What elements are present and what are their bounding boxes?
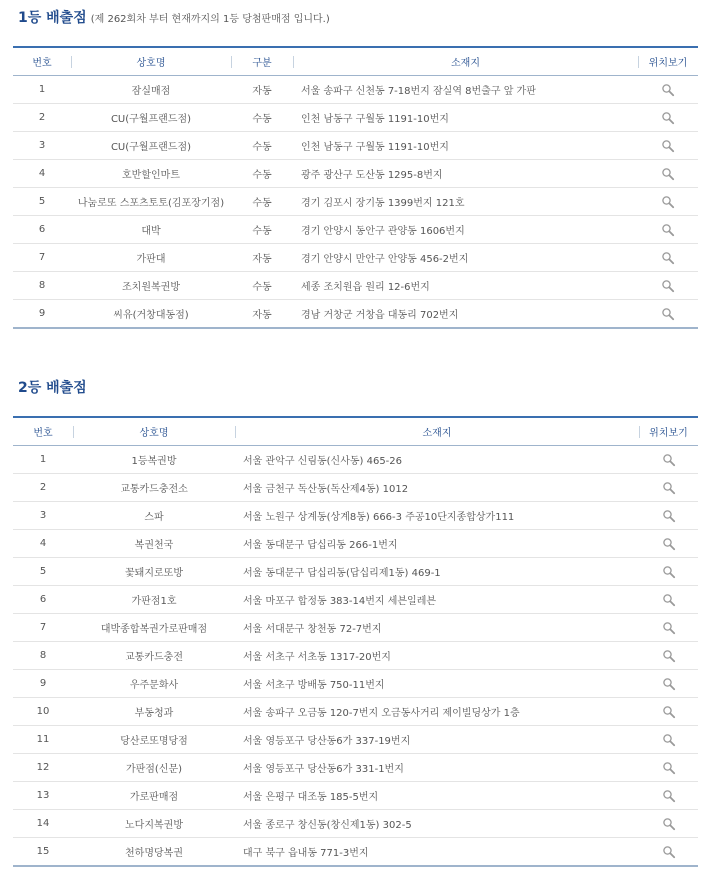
table-row bbox=[13, 300, 698, 329]
table-row bbox=[13, 244, 698, 272]
cell-store-name: 부동청과 bbox=[73, 698, 235, 726]
second-prize-table bbox=[13, 416, 698, 867]
cell-store-name: 나눔로또 스포츠토토(김포장기점) bbox=[71, 188, 231, 216]
cell-type: 수동 bbox=[231, 216, 293, 244]
cell-address: 서울 동대문구 답십리동(답십리제1동) 469-1 bbox=[235, 558, 639, 586]
cell-address: 경남 거창군 거창읍 대동리 702번지 bbox=[293, 300, 638, 329]
location-cell bbox=[639, 838, 698, 867]
cell-store-name: 가판점(신문) bbox=[73, 754, 235, 782]
location-cell bbox=[638, 244, 698, 272]
table-row bbox=[13, 530, 698, 558]
table-row bbox=[13, 76, 698, 104]
cell-type: 수동 bbox=[231, 132, 293, 160]
cell-number: 5 bbox=[13, 558, 73, 586]
cell-number: 7 bbox=[13, 244, 71, 272]
cell-store-name: 교통카드충전 bbox=[73, 642, 235, 670]
location-cell bbox=[639, 782, 698, 810]
table-row bbox=[13, 670, 698, 698]
cell-number: 1 bbox=[13, 446, 73, 474]
magnifier-icon[interactable] bbox=[662, 705, 676, 719]
cell-number: 12 bbox=[13, 754, 73, 782]
location-cell bbox=[639, 754, 698, 782]
header-type: 구분 bbox=[231, 47, 293, 76]
header-address: 소재지 bbox=[235, 417, 639, 446]
magnifier-icon[interactable] bbox=[662, 537, 676, 551]
cell-number: 8 bbox=[13, 272, 71, 300]
second-prize-title: 2등 배출점 bbox=[18, 380, 87, 396]
first-prize-table bbox=[13, 46, 698, 329]
location-cell bbox=[639, 586, 698, 614]
cell-store-name: 호반할인마트 bbox=[71, 160, 231, 188]
cell-number: 9 bbox=[13, 300, 71, 329]
cell-type: 수동 bbox=[231, 188, 293, 216]
cell-address: 서울 송파구 오금동 120-7번지 오금동사거리 제이빌딩상가 1층 bbox=[235, 698, 639, 726]
cell-address: 서울 송파구 신천동 7-18번지 잠실역 8번출구 앞 가판 bbox=[293, 76, 638, 104]
cell-store-name: 가판점1호 bbox=[73, 586, 235, 614]
magnifier-icon[interactable] bbox=[661, 139, 675, 153]
cell-store-name: 1등복권방 bbox=[73, 446, 235, 474]
cell-number: 15 bbox=[13, 838, 73, 867]
header-store-name: 상호명 bbox=[73, 417, 235, 446]
cell-store-name: 당산로또명당점 bbox=[73, 726, 235, 754]
table-row bbox=[13, 446, 698, 474]
cell-store-name: 잠실매점 bbox=[71, 76, 231, 104]
first-prize-note: (제 262회차 부터 현재까지의 1등 당첨판매점 입니다.) bbox=[90, 14, 330, 25]
table-row bbox=[13, 188, 698, 216]
cell-store-name: 노다지복권방 bbox=[73, 810, 235, 838]
cell-number: 5 bbox=[13, 188, 71, 216]
cell-store-name: 대박종합복권가로판매점 bbox=[73, 614, 235, 642]
header-address: 소재지 bbox=[293, 47, 638, 76]
location-cell bbox=[639, 530, 698, 558]
cell-store-name: 대박 bbox=[71, 216, 231, 244]
header-store-name: 상호명 bbox=[71, 47, 231, 76]
cell-type: 수동 bbox=[231, 104, 293, 132]
location-cell bbox=[639, 502, 698, 530]
first-prize-heading: 1등 배출점 bbox=[18, 10, 87, 26]
table-row bbox=[13, 272, 698, 300]
table-header-row bbox=[13, 47, 698, 76]
magnifier-icon[interactable] bbox=[662, 593, 676, 607]
table-row bbox=[13, 782, 698, 810]
location-cell bbox=[638, 160, 698, 188]
cell-address: 서울 영등포구 당산동6가 337-19번지 bbox=[235, 726, 639, 754]
cell-number: 9 bbox=[13, 670, 73, 698]
magnifier-icon[interactable] bbox=[661, 195, 675, 209]
cell-number: 14 bbox=[13, 810, 73, 838]
header-location: 위치보기 bbox=[639, 417, 698, 446]
cell-address: 세종 조치원읍 원리 12-6번지 bbox=[293, 272, 638, 300]
cell-address: 서울 서초구 방배동 750-11번지 bbox=[235, 670, 639, 698]
location-cell bbox=[639, 642, 698, 670]
cell-address: 경기 안양시 동안구 관양동 1606번지 bbox=[293, 216, 638, 244]
cell-address: 경기 안양시 만안구 안양동 456-2번지 bbox=[293, 244, 638, 272]
cell-type: 수동 bbox=[231, 160, 293, 188]
location-cell bbox=[639, 726, 698, 754]
table-row bbox=[13, 474, 698, 502]
magnifier-icon[interactable] bbox=[661, 251, 675, 265]
table-row bbox=[13, 558, 698, 586]
cell-store-name: 씨유(거창대동점) bbox=[71, 300, 231, 329]
magnifier-icon[interactable] bbox=[662, 677, 676, 691]
table-row bbox=[13, 642, 698, 670]
cell-store-name: 조치원복권방 bbox=[71, 272, 231, 300]
cell-store-name: CU(구월프랜드점) bbox=[71, 132, 231, 160]
header-number: 번호 bbox=[13, 47, 71, 76]
cell-number: 11 bbox=[13, 726, 73, 754]
cell-number: 6 bbox=[13, 216, 71, 244]
magnifier-icon[interactable] bbox=[662, 621, 676, 635]
cell-number: 4 bbox=[13, 160, 71, 188]
table-row bbox=[13, 502, 698, 530]
location-cell bbox=[639, 446, 698, 474]
magnifier-icon[interactable] bbox=[662, 565, 676, 579]
magnifier-icon[interactable] bbox=[662, 481, 676, 495]
cell-store-name: 꽃돼지로또방 bbox=[73, 558, 235, 586]
magnifier-icon[interactable] bbox=[662, 509, 676, 523]
table-row bbox=[13, 810, 698, 838]
location-cell bbox=[638, 216, 698, 244]
location-cell bbox=[638, 300, 698, 329]
cell-type: 자동 bbox=[231, 76, 293, 104]
cell-address: 서울 노원구 상계동(상계8동) 666-3 주공10단지종합상가111 bbox=[235, 502, 639, 530]
cell-number: 13 bbox=[13, 782, 73, 810]
cell-number: 6 bbox=[13, 586, 73, 614]
location-cell bbox=[639, 810, 698, 838]
magnifier-icon[interactable] bbox=[662, 733, 676, 747]
cell-address: 광주 광산구 도산동 1295-8번지 bbox=[293, 160, 638, 188]
table-row bbox=[13, 160, 698, 188]
cell-number: 4 bbox=[13, 530, 73, 558]
cell-address: 서울 동대문구 답십리동 266-1번지 bbox=[235, 530, 639, 558]
table-row bbox=[13, 726, 698, 754]
location-cell bbox=[638, 76, 698, 104]
cell-number: 3 bbox=[13, 132, 71, 160]
cell-store-name: 천하명당복권 bbox=[73, 838, 235, 867]
magnifier-icon[interactable] bbox=[661, 223, 675, 237]
magnifier-icon[interactable] bbox=[662, 845, 676, 859]
cell-type: 수동 bbox=[231, 272, 293, 300]
cell-store-name: 우주문화사 bbox=[73, 670, 235, 698]
cell-store-name: 가로판매점 bbox=[73, 782, 235, 810]
cell-address: 인천 남동구 구월동 1191-10번지 bbox=[293, 104, 638, 132]
cell-address: 서울 영등포구 당산동6가 331-1번지 bbox=[235, 754, 639, 782]
table-row bbox=[13, 614, 698, 642]
cell-number: 3 bbox=[13, 502, 73, 530]
cell-address: 서울 관악구 신림동(신사동) 465-26 bbox=[235, 446, 639, 474]
location-cell bbox=[639, 670, 698, 698]
cell-store-name: 복권천국 bbox=[73, 530, 235, 558]
magnifier-icon[interactable] bbox=[661, 83, 675, 97]
cell-address: 서울 금천구 독산동(독산제4동) 1012 bbox=[235, 474, 639, 502]
magnifier-icon[interactable] bbox=[661, 111, 675, 125]
location-cell bbox=[639, 614, 698, 642]
cell-type: 자동 bbox=[231, 244, 293, 272]
magnifier-icon[interactable] bbox=[662, 817, 676, 831]
magnifier-icon[interactable] bbox=[661, 307, 675, 321]
table-row bbox=[13, 104, 698, 132]
cell-address: 인천 남동구 구월동 1191-10번지 bbox=[293, 132, 638, 160]
magnifier-icon[interactable] bbox=[662, 453, 676, 467]
first-prize-title bbox=[18, 7, 330, 27]
location-cell bbox=[638, 272, 698, 300]
cell-number: 2 bbox=[13, 474, 73, 502]
cell-type: 자동 bbox=[231, 300, 293, 329]
cell-number: 8 bbox=[13, 642, 73, 670]
cell-address: 서울 마포구 합정동 383-14번지 세븐일레븐 bbox=[235, 586, 639, 614]
location-cell bbox=[638, 132, 698, 160]
location-cell bbox=[639, 558, 698, 586]
table-header-row bbox=[13, 417, 698, 446]
magnifier-icon[interactable] bbox=[662, 649, 676, 663]
location-cell bbox=[639, 474, 698, 502]
location-cell bbox=[638, 104, 698, 132]
table-row bbox=[13, 132, 698, 160]
cell-number: 2 bbox=[13, 104, 71, 132]
cell-number: 1 bbox=[13, 76, 71, 104]
header-location: 위치보기 bbox=[638, 47, 698, 76]
cell-address: 서울 은평구 대조동 185-5번지 bbox=[235, 782, 639, 810]
location-cell bbox=[638, 188, 698, 216]
table-row bbox=[13, 586, 698, 614]
cell-address: 서울 서대문구 창천동 72-7번지 bbox=[235, 614, 639, 642]
cell-store-name: 가판대 bbox=[71, 244, 231, 272]
table-row bbox=[13, 754, 698, 782]
location-cell bbox=[639, 698, 698, 726]
table-row bbox=[13, 698, 698, 726]
cell-number: 10 bbox=[13, 698, 73, 726]
cell-address: 경기 김포시 장기동 1399번지 121호 bbox=[293, 188, 638, 216]
cell-store-name: 교통카드충전소 bbox=[73, 474, 235, 502]
cell-store-name: CU(구월프랜드점) bbox=[71, 104, 231, 132]
cell-address: 서울 서초구 서초동 1317-20번지 bbox=[235, 642, 639, 670]
cell-address: 서울 종로구 창신동(창신제1동) 302-5 bbox=[235, 810, 639, 838]
header-number: 번호 bbox=[13, 417, 73, 446]
magnifier-icon[interactable] bbox=[662, 761, 676, 775]
magnifier-icon[interactable] bbox=[661, 279, 675, 293]
cell-address: 대구 북구 읍내동 771-3번지 bbox=[235, 838, 639, 867]
table-row bbox=[13, 216, 698, 244]
magnifier-icon[interactable] bbox=[661, 167, 675, 181]
magnifier-icon[interactable] bbox=[662, 789, 676, 803]
table-row bbox=[13, 838, 698, 867]
cell-store-name: 스파 bbox=[73, 502, 235, 530]
cell-number: 7 bbox=[13, 614, 73, 642]
